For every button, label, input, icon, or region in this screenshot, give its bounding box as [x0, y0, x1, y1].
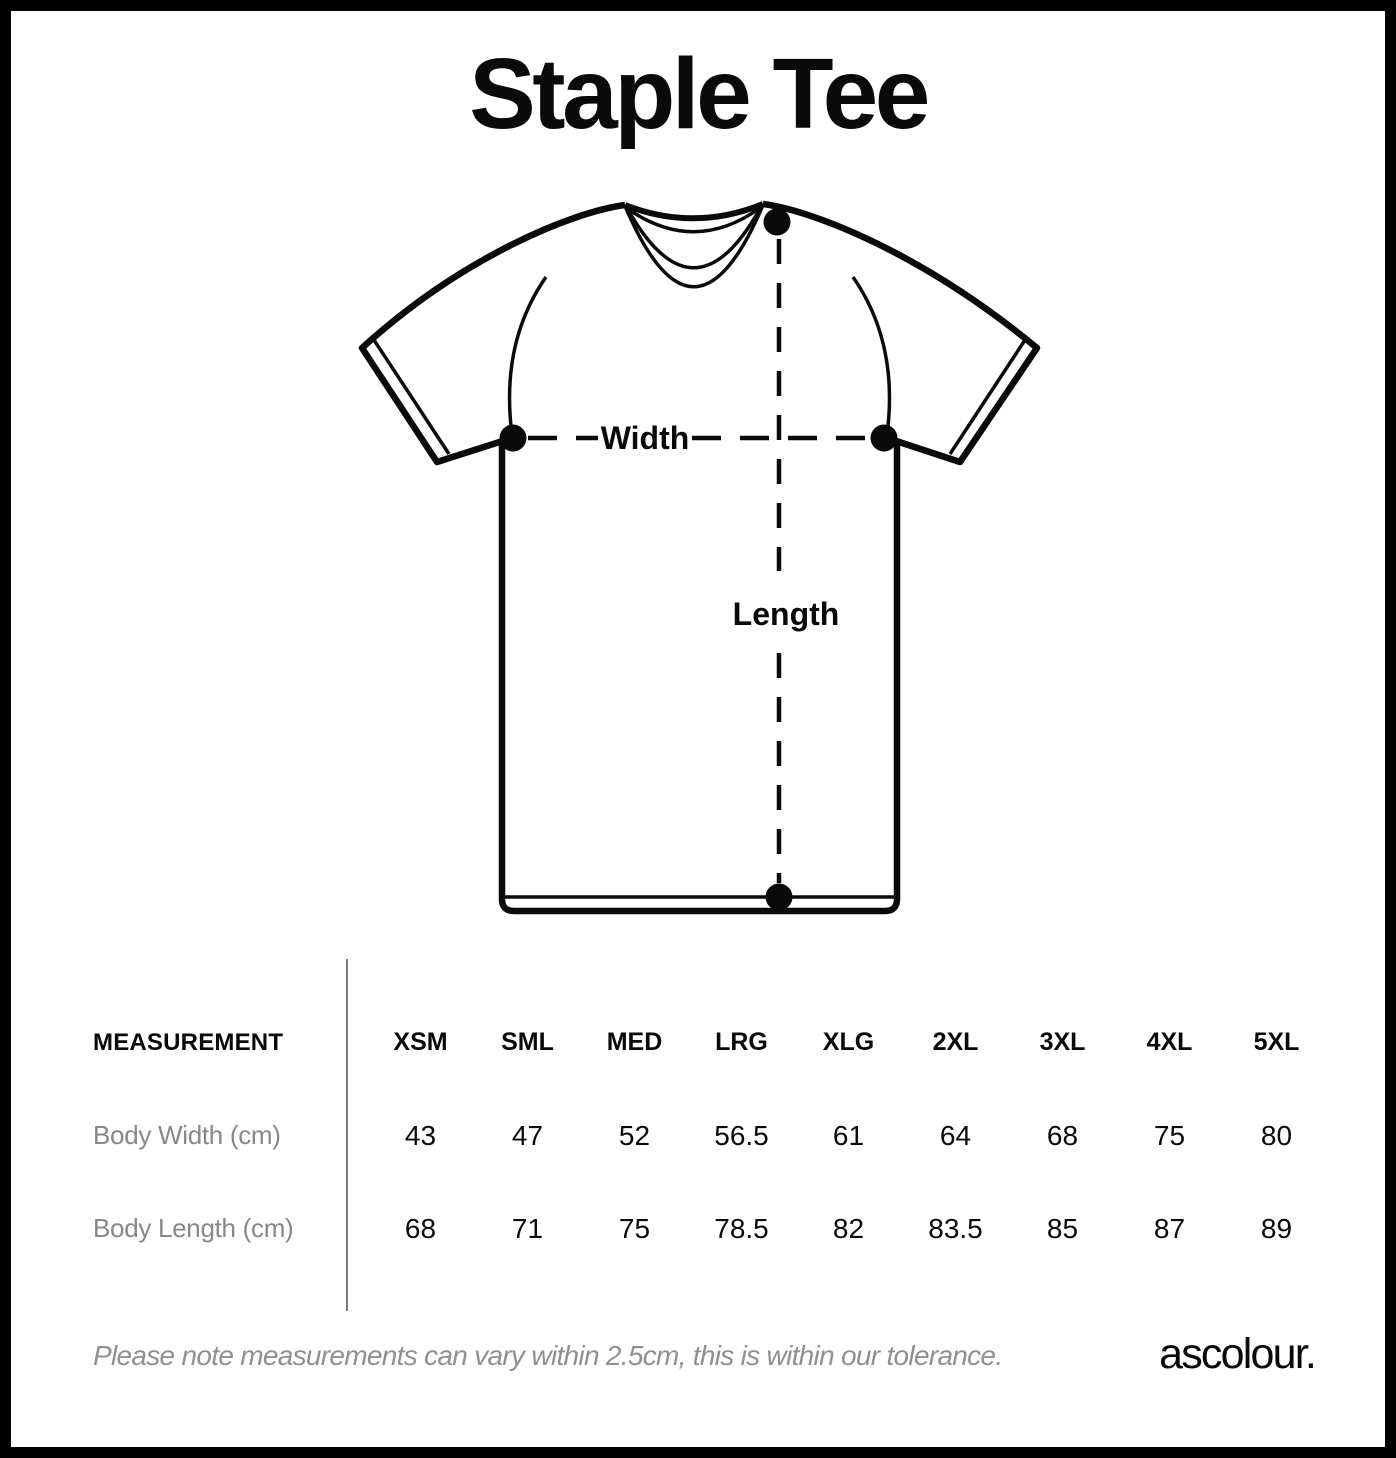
size-header-5xl: 5XL — [1253, 1028, 1300, 1056]
table-cell: 85 — [1046, 1212, 1079, 1244]
tshirt-body-outline — [502, 437, 897, 911]
table-cell: 75 — [618, 1212, 651, 1244]
size-header-xlg: XLG — [822, 1028, 875, 1056]
table-cell: 68 — [404, 1212, 437, 1244]
table-cell: 80 — [1260, 1119, 1293, 1151]
width-label: Width — [600, 420, 690, 456]
tshirt-left-cuff-seam — [374, 340, 449, 454]
size-header-sml: SML — [501, 1028, 554, 1056]
table-cell: 43 — [404, 1119, 437, 1151]
table-cell: 56.5 — [714, 1119, 769, 1151]
brand-logo: ascolour. — [1159, 1330, 1315, 1378]
tshirt-collar-back-top — [625, 204, 763, 218]
table-cell: 75 — [1153, 1119, 1186, 1151]
row-label-body-length: Body Length (cm) — [93, 1213, 294, 1243]
tshirt-right-cuff-seam — [950, 340, 1025, 454]
tshirt-left-armhole-seam — [510, 277, 546, 435]
table-cell: 82 — [832, 1212, 865, 1244]
table-cell: 71 — [511, 1212, 544, 1244]
tolerance-note: Please note measurements can vary within 2.5cm, this is within our tolerance. — [93, 1340, 1003, 1371]
measure-dot-left-armpit — [500, 425, 527, 452]
size-table — [93, 996, 1330, 1275]
measure-dot-shoulder — [764, 209, 791, 236]
table-cell: 87 — [1153, 1212, 1186, 1244]
table-cell: 68 — [1046, 1119, 1079, 1151]
tshirt-left-sleeve-outline — [362, 205, 625, 462]
size-header-3xl: 3XL — [1039, 1028, 1086, 1056]
measurement-header: MEASUREMENT — [93, 1028, 284, 1056]
tshirt-diagram — [340, 185, 1060, 930]
size-header-med: MED — [606, 1028, 663, 1056]
table-cell: 78.5 — [714, 1212, 769, 1244]
size-header-lrg: LRG — [715, 1028, 768, 1056]
size-header-xsm: XSM — [393, 1028, 448, 1056]
tshirt-right-armhole-seam — [853, 277, 889, 435]
size-header-4xl: 4XL — [1146, 1028, 1193, 1056]
tshirt-right-sleeve-outline — [763, 204, 1037, 462]
table-cell: 89 — [1260, 1212, 1293, 1244]
table-cell: 47 — [511, 1119, 544, 1151]
size-header-2xl: 2XL — [932, 1028, 979, 1056]
page-title: Staple Tee — [469, 38, 927, 150]
table-cell: 83.5 — [928, 1212, 983, 1244]
table-cell: 61 — [832, 1119, 865, 1151]
table-cell: 64 — [939, 1119, 972, 1151]
length-label: Length — [732, 596, 840, 632]
table-cell: 52 — [618, 1119, 651, 1151]
row-label-body-width: Body Width (cm) — [93, 1120, 281, 1150]
measure-dot-right-armpit — [871, 425, 898, 452]
measure-dot-hem — [766, 884, 793, 911]
